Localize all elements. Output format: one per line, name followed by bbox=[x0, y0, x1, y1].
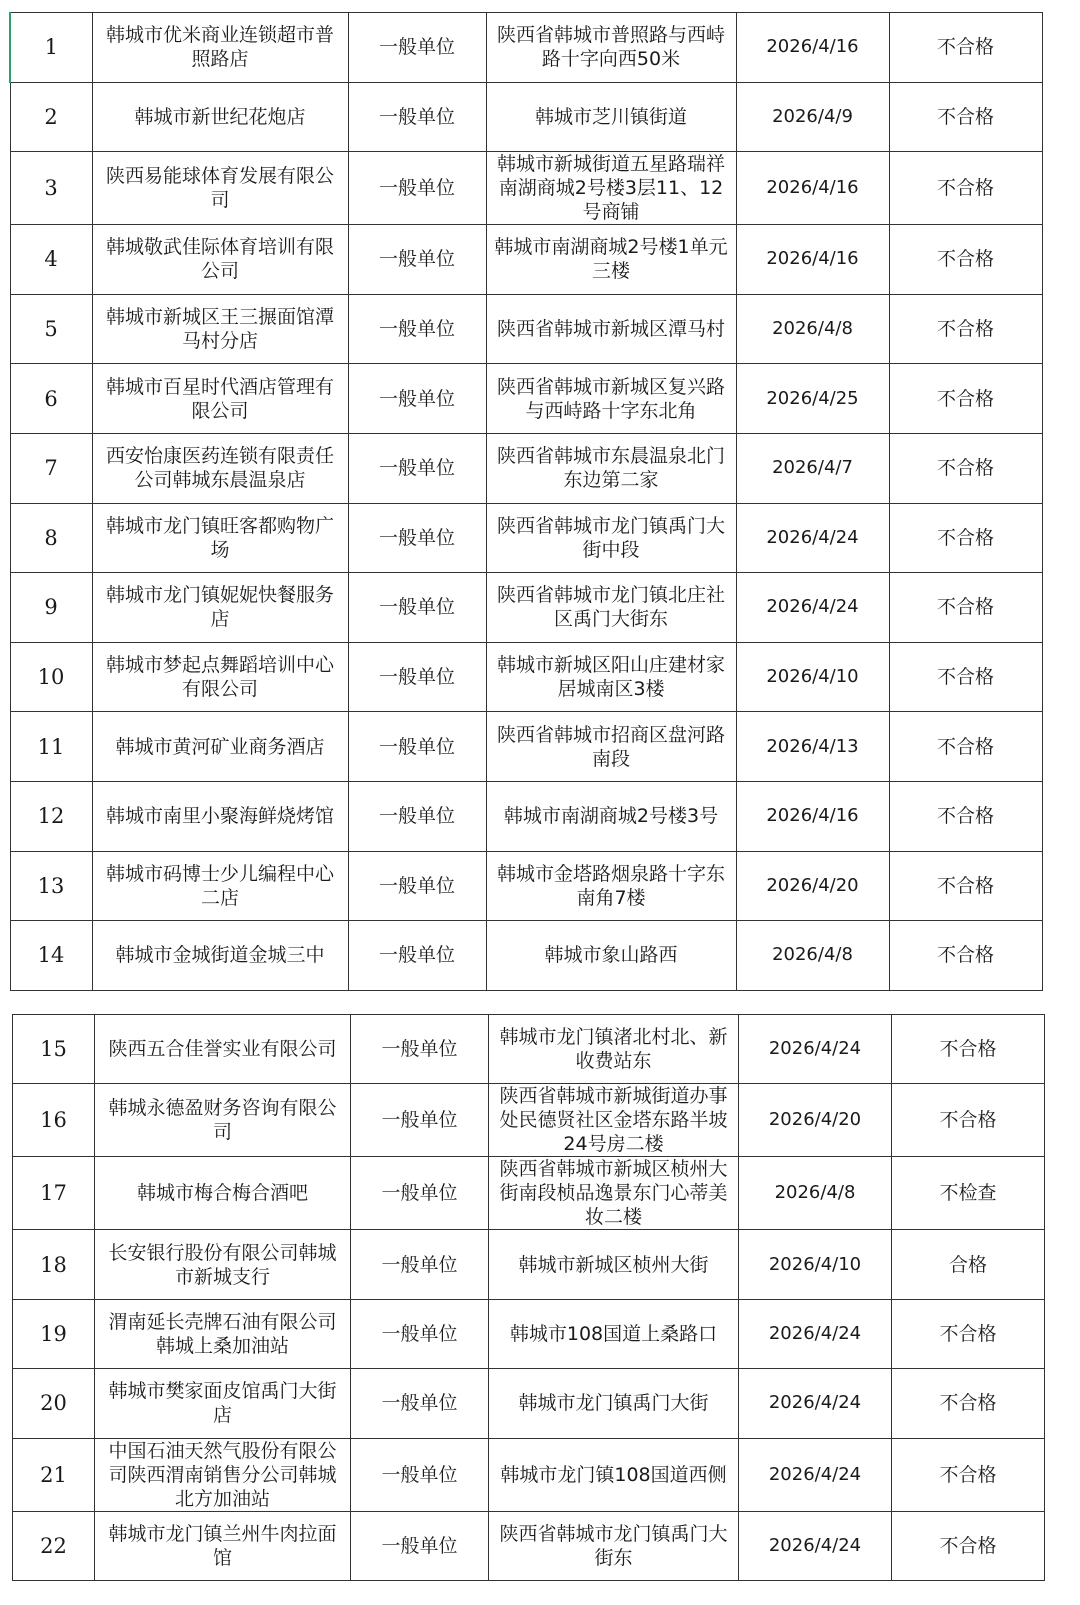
inspection-result: 不合格 bbox=[892, 1438, 1045, 1511]
table-row bbox=[13, 1230, 1045, 1299]
row-number: 11 bbox=[10, 712, 92, 782]
unit-address: 韩城市南湖商城2号楼1单元三楼 bbox=[486, 225, 736, 295]
inspection-date: 2026/4/8 bbox=[739, 1157, 892, 1230]
inspection-date: 2026/4/24 bbox=[739, 1511, 892, 1580]
unit-address: 韩城市新城街道五星路瑞祥南湖商城2号楼3层11、12号商铺 bbox=[486, 152, 736, 225]
inspection-result: 不合格 bbox=[889, 294, 1042, 364]
unit-category: 一般单位 bbox=[351, 1084, 489, 1157]
unit-address: 陕西省韩城市龙门镇北庄社区禹门大街东 bbox=[486, 573, 736, 643]
inspection-date: 2026/4/9 bbox=[736, 82, 889, 152]
row-number: 4 bbox=[10, 225, 92, 295]
unit-category: 一般单位 bbox=[351, 1157, 489, 1230]
unit-category: 一般单位 bbox=[348, 294, 486, 364]
table-row bbox=[13, 1084, 1045, 1157]
row-number: 13 bbox=[10, 851, 92, 921]
unit-name: 长安银行股份有限公司韩城市新城支行 bbox=[95, 1230, 351, 1299]
unit-category: 一般单位 bbox=[348, 82, 486, 152]
unit-address: 韩城市金塔路烟泉路十字东南角7楼 bbox=[486, 851, 736, 921]
unit-address: 陕西省韩城市龙门镇禹门大街东 bbox=[489, 1511, 739, 1580]
unit-address: 韩城市南湖商城2号楼3号 bbox=[486, 781, 736, 851]
inspection-date: 2026/4/8 bbox=[736, 294, 889, 364]
unit-name: 韩城市樊家面皮馆禹门大街店 bbox=[95, 1369, 351, 1438]
unit-category: 一般单位 bbox=[351, 1511, 489, 1580]
inspection-result: 不合格 bbox=[892, 1084, 1045, 1157]
inspection-result: 不合格 bbox=[889, 573, 1042, 643]
inspection-date: 2026/4/24 bbox=[739, 1438, 892, 1511]
table-row bbox=[13, 1511, 1045, 1580]
unit-name: 韩城永德盈财务咨询有限公司 bbox=[95, 1084, 351, 1157]
unit-category: 一般单位 bbox=[348, 781, 486, 851]
unit-category: 一般单位 bbox=[351, 1015, 489, 1084]
row-number: 18 bbox=[13, 1230, 95, 1299]
inspection-result: 不合格 bbox=[889, 921, 1042, 991]
unit-address: 韩城市龙门镇禹门大街 bbox=[489, 1369, 739, 1438]
inspection-date: 2026/4/16 bbox=[736, 13, 889, 83]
unit-category: 一般单位 bbox=[348, 851, 486, 921]
table-row bbox=[10, 433, 1042, 503]
unit-name: 陕西易能球体育发展有限公司 bbox=[92, 152, 348, 225]
table-row bbox=[10, 82, 1042, 152]
unit-address: 陕西省韩城市普照路与西峙路十字向西50米 bbox=[486, 13, 736, 83]
unit-name: 韩城市龙门镇兰州牛肉拉面馆 bbox=[95, 1511, 351, 1580]
unit-address: 陕西省韩城市新城区复兴路与西峙路十字东北角 bbox=[486, 364, 736, 434]
table-row bbox=[10, 573, 1042, 643]
row-number: 3 bbox=[10, 152, 92, 225]
inspection-result: 不合格 bbox=[889, 13, 1042, 83]
inspection-result: 不合格 bbox=[889, 503, 1042, 573]
inspection-date: 2026/4/24 bbox=[736, 503, 889, 573]
table-row bbox=[10, 152, 1042, 225]
unit-category: 一般单位 bbox=[348, 573, 486, 643]
row-number: 22 bbox=[13, 1511, 95, 1580]
unit-name: 韩城市优米商业连锁超市普照路店 bbox=[92, 13, 348, 83]
unit-name: 陕西五合佳誉实业有限公司 bbox=[95, 1015, 351, 1084]
unit-address: 韩城市龙门镇108国道西侧 bbox=[489, 1438, 739, 1511]
table-row bbox=[13, 1438, 1045, 1511]
table-row bbox=[10, 294, 1042, 364]
unit-category: 一般单位 bbox=[351, 1438, 489, 1511]
unit-address: 陕西省韩城市招商区盘河路南段 bbox=[486, 712, 736, 782]
inspection-table-part-2 bbox=[12, 1014, 1045, 1581]
unit-name: 中国石油天然气股份有限公司陕西渭南销售分公司韩城北方加油站 bbox=[95, 1438, 351, 1511]
inspection-result: 不合格 bbox=[892, 1015, 1045, 1084]
unit-address: 韩城市龙门镇渚北村北、新收费站东 bbox=[489, 1015, 739, 1084]
unit-name: 韩城市百星时代酒店管理有限公司 bbox=[92, 364, 348, 434]
unit-category: 一般单位 bbox=[351, 1369, 489, 1438]
inspection-date: 2026/4/24 bbox=[736, 573, 889, 643]
inspection-result: 不合格 bbox=[889, 642, 1042, 712]
table-row bbox=[10, 225, 1042, 295]
row-number: 5 bbox=[10, 294, 92, 364]
inspection-date: 2026/4/10 bbox=[739, 1230, 892, 1299]
row-number: 7 bbox=[10, 433, 92, 503]
unit-category: 一般单位 bbox=[348, 225, 486, 295]
row-number: 2 bbox=[10, 82, 92, 152]
unit-name: 韩城敬武佳际体育培训有限公司 bbox=[92, 225, 348, 295]
unit-name: 韩城市新世纪花炮店 bbox=[92, 82, 348, 152]
row-number: 1 bbox=[10, 13, 92, 83]
inspection-date: 2026/4/16 bbox=[736, 781, 889, 851]
table-row bbox=[10, 503, 1042, 573]
inspection-result: 不合格 bbox=[889, 433, 1042, 503]
row-number: 10 bbox=[10, 642, 92, 712]
inspection-result: 不合格 bbox=[892, 1299, 1045, 1368]
unit-address: 陕西省韩城市新城区潭马村 bbox=[486, 294, 736, 364]
inspection-date: 2026/4/10 bbox=[736, 642, 889, 712]
table-gap bbox=[0, 998, 1080, 1014]
table-row bbox=[13, 1299, 1045, 1368]
unit-name: 韩城市新城区王三搌面馆潭马村分店 bbox=[92, 294, 348, 364]
row-number: 19 bbox=[13, 1299, 95, 1368]
table-row bbox=[10, 712, 1042, 782]
inspection-date: 2026/4/20 bbox=[736, 851, 889, 921]
unit-name: 西安怡康医药连锁有限责任公司韩城东晨温泉店 bbox=[92, 433, 348, 503]
unit-address: 韩城市108国道上桑路口 bbox=[489, 1299, 739, 1368]
row-number: 6 bbox=[10, 364, 92, 434]
unit-name: 渭南延长壳牌石油有限公司韩城上桑加油站 bbox=[95, 1299, 351, 1368]
unit-address: 韩城市新城区阳山庄建材家居城南区3楼 bbox=[486, 642, 736, 712]
inspection-date: 2026/4/24 bbox=[739, 1015, 892, 1084]
table-row bbox=[10, 642, 1042, 712]
unit-category: 一般单位 bbox=[348, 642, 486, 712]
row-number: 16 bbox=[13, 1084, 95, 1157]
unit-address: 陕西省韩城市新城街道办事处民德贤社区金塔东路半坡24号房二楼 bbox=[489, 1084, 739, 1157]
inspection-date: 2026/4/8 bbox=[736, 921, 889, 991]
unit-category: 一般单位 bbox=[348, 152, 486, 225]
inspection-date: 2026/4/20 bbox=[739, 1084, 892, 1157]
table-row bbox=[10, 364, 1042, 434]
inspection-date: 2026/4/24 bbox=[739, 1299, 892, 1368]
unit-category: 一般单位 bbox=[348, 503, 486, 573]
table-row bbox=[13, 1157, 1045, 1230]
row-number: 21 bbox=[13, 1438, 95, 1511]
inspection-result: 不合格 bbox=[889, 225, 1042, 295]
inspection-date: 2026/4/24 bbox=[739, 1369, 892, 1438]
unit-name: 韩城市南里小聚海鲜烧烤馆 bbox=[92, 781, 348, 851]
unit-address: 韩城市新城区桢州大街 bbox=[489, 1230, 739, 1299]
unit-category: 一般单位 bbox=[348, 433, 486, 503]
unit-category: 一般单位 bbox=[348, 712, 486, 782]
inspection-table-part-1 bbox=[9, 12, 1043, 991]
unit-name: 韩城市龙门镇旺客都购物广场 bbox=[92, 503, 348, 573]
inspection-result: 不合格 bbox=[892, 1511, 1045, 1580]
row-number: 14 bbox=[10, 921, 92, 991]
inspection-result: 不合格 bbox=[889, 82, 1042, 152]
table-row bbox=[10, 851, 1042, 921]
table-row bbox=[10, 13, 1042, 83]
unit-category: 一般单位 bbox=[351, 1299, 489, 1368]
inspection-result: 合格 bbox=[892, 1230, 1045, 1299]
unit-category: 一般单位 bbox=[348, 364, 486, 434]
table-row bbox=[10, 781, 1042, 851]
unit-name: 韩城市梅合梅合酒吧 bbox=[95, 1157, 351, 1230]
inspection-result: 不合格 bbox=[889, 781, 1042, 851]
inspection-date: 2026/4/25 bbox=[736, 364, 889, 434]
unit-name: 韩城市龙门镇妮妮快餐服务店 bbox=[92, 573, 348, 643]
unit-name: 韩城市金城街道金城三中 bbox=[92, 921, 348, 991]
row-number: 17 bbox=[13, 1157, 95, 1230]
inspection-result: 不合格 bbox=[889, 712, 1042, 782]
unit-category: 一般单位 bbox=[348, 13, 486, 83]
unit-address: 韩城市芝川镇街道 bbox=[486, 82, 736, 152]
inspection-result: 不合格 bbox=[889, 152, 1042, 225]
unit-name: 韩城市黄河矿业商务酒店 bbox=[92, 712, 348, 782]
row-number: 20 bbox=[13, 1369, 95, 1438]
table-row bbox=[10, 921, 1042, 991]
inspection-result: 不合格 bbox=[889, 364, 1042, 434]
unit-name: 韩城市梦起点舞蹈培训中心有限公司 bbox=[92, 642, 348, 712]
inspection-result: 不检查 bbox=[892, 1157, 1045, 1230]
unit-address: 陕西省韩城市龙门镇禹门大街中段 bbox=[486, 503, 736, 573]
unit-address: 陕西省韩城市东晨温泉北门东边第二家 bbox=[486, 433, 736, 503]
unit-name: 韩城市码博士少儿编程中心二店 bbox=[92, 851, 348, 921]
inspection-result: 不合格 bbox=[892, 1369, 1045, 1438]
inspection-result: 不合格 bbox=[889, 851, 1042, 921]
unit-address: 韩城市象山路西 bbox=[486, 921, 736, 991]
row-number: 15 bbox=[13, 1015, 95, 1084]
row-number: 9 bbox=[10, 573, 92, 643]
table-row bbox=[13, 1369, 1045, 1438]
unit-address: 陕西省韩城市新城区桢州大街南段桢品逸景东门心蒂美妆二楼 bbox=[489, 1157, 739, 1230]
row-number: 12 bbox=[10, 781, 92, 851]
row-number: 8 bbox=[10, 503, 92, 573]
unit-category: 一般单位 bbox=[351, 1230, 489, 1299]
inspection-date: 2026/4/7 bbox=[736, 433, 889, 503]
inspection-date: 2026/4/16 bbox=[736, 152, 889, 225]
unit-category: 一般单位 bbox=[348, 921, 486, 991]
inspection-date: 2026/4/16 bbox=[736, 225, 889, 295]
table-row bbox=[13, 1015, 1045, 1084]
inspection-date: 2026/4/13 bbox=[736, 712, 889, 782]
